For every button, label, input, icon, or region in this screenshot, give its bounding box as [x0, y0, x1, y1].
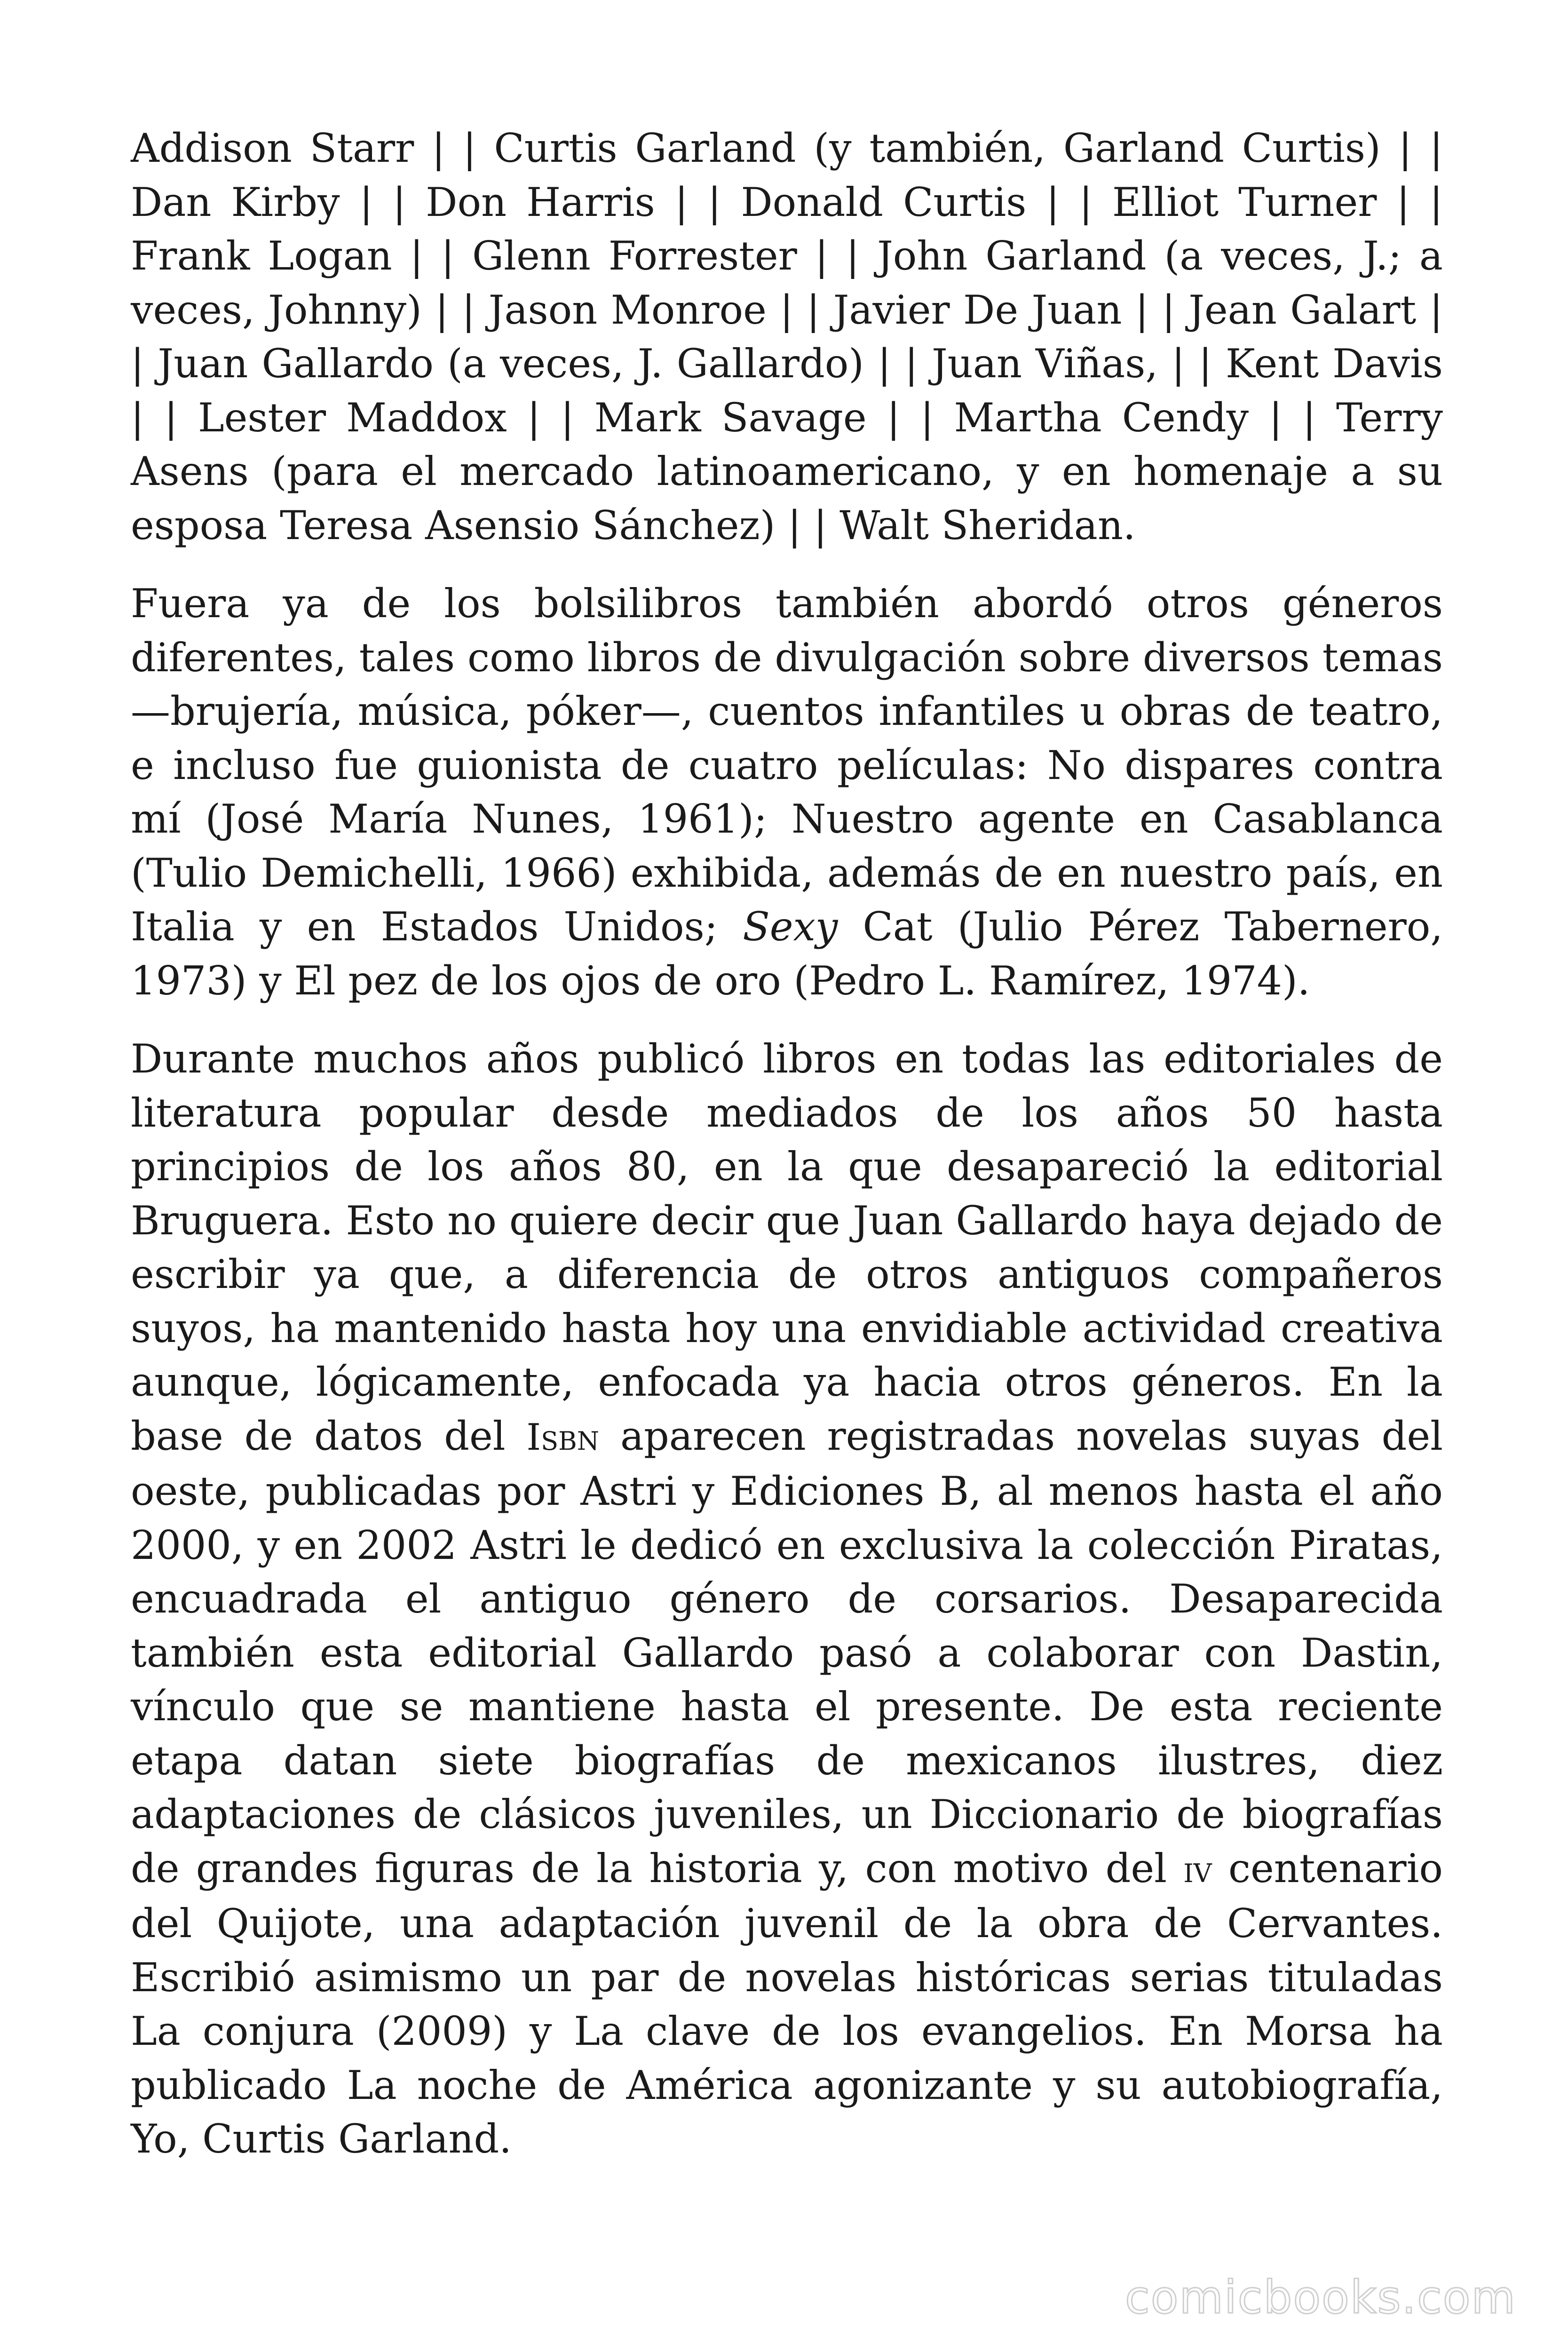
italic-word: Sexy	[743, 904, 838, 950]
smallcaps-isbn: Isbn	[526, 1416, 599, 1459]
document-body	[131, 121, 1443, 2191]
paragraph-text: centenario del Quijote, una adaptación juvenil de la obra de Cervantes. Escribió asimismo un par de novelas históricas serias tituladas La conjura (2009) y La clave de los evangelios. En Morsa ha publicado La noche de América agonizante y su autobiografía, Yo, Curtis Garland.	[131, 1845, 1443, 2162]
paragraph-text: aparecen registradas novelas suyas del oeste, publicadas por Astri y Ediciones B, al menos hasta el año 2000, y en 2002 Astri le dedicó en exclusiva la colección Piratas, encuadrada el antiguo género de corsarios. Desaparecida también esta editorial Gallardo pasó a colaborar con Dastin, vínculo que se mantiene hasta el presente. De esta reciente etapa datan siete biografías de mexicanos ilustres, diez adaptaciones de clásicos juveniles, un Diccionario de biografías de grandes figuras de la historia y, con motivo del	[131, 1413, 1443, 1891]
smallcaps-roman-numeral: iv	[1183, 1848, 1212, 1891]
paragraph-text: Cat (Julio Pérez Tabernero, 1973) y El pez de los ojos de oro (Pedro L. Ramírez, 1974).	[131, 904, 1443, 1004]
paragraph-text: Fuera ya de los bolsilibros también abordó otros géneros diferentes, tales como libros de divulgación sobre diversos temas —brujería, música, póker—, cuentos infantiles u obras de teatro, e incluso fue guionista de cuatro películas: No dispares contra mí (José María Nunes, 1961); Nuestro agente en Casablanca (Tulio Demichelli, 1966) exhibida, además de en nuestro país, en Italia y en Estados Unidos;	[131, 580, 1443, 950]
paragraph-text: Durante muchos años publicó libros en todas las editoriales de literatura popular desde mediados de los años 50 hasta principios de los años 80, en la que desapareció la editorial Bruguera. Esto no quiere decir que Juan Gallardo haya dejado de escribir ya que, a diferencia de otros antiguos compañeros suyos, ha mantenido hasta hoy una envidiable actividad creativa aunque, lógicamente, enfocada ya hacia otros géneros. En la base de datos del	[131, 1036, 1443, 1459]
other-genres-paragraph	[131, 577, 1443, 1008]
pseudonym-list-paragraph: Addison Starr | | Curtis Garland (y también, Garland Curtis) | | Dan Kirby | | Don Harris | | Donald Curtis | | Elliot Turner | | Frank Logan | | Glenn Forrester | | John Garland (a veces, J.; a veces, Johnny) | | Jason Monroe | | Javier De Juan | | Jean Galart | | Juan Gallardo (a veces, J. Gallardo) | | Juan Viñas, | | Kent Davis | | Lester Maddox | | Mark Savage | | Martha Cendy | | Terry Asens (para el mercado latinoamericano, y en homenaje a su esposa Teresa Asensio Sánchez) | | Walt Sheridan.	[131, 125, 1443, 548]
career-paragraph	[131, 1032, 1443, 2166]
watermark: comicbooks.com	[1125, 2271, 1516, 2324]
